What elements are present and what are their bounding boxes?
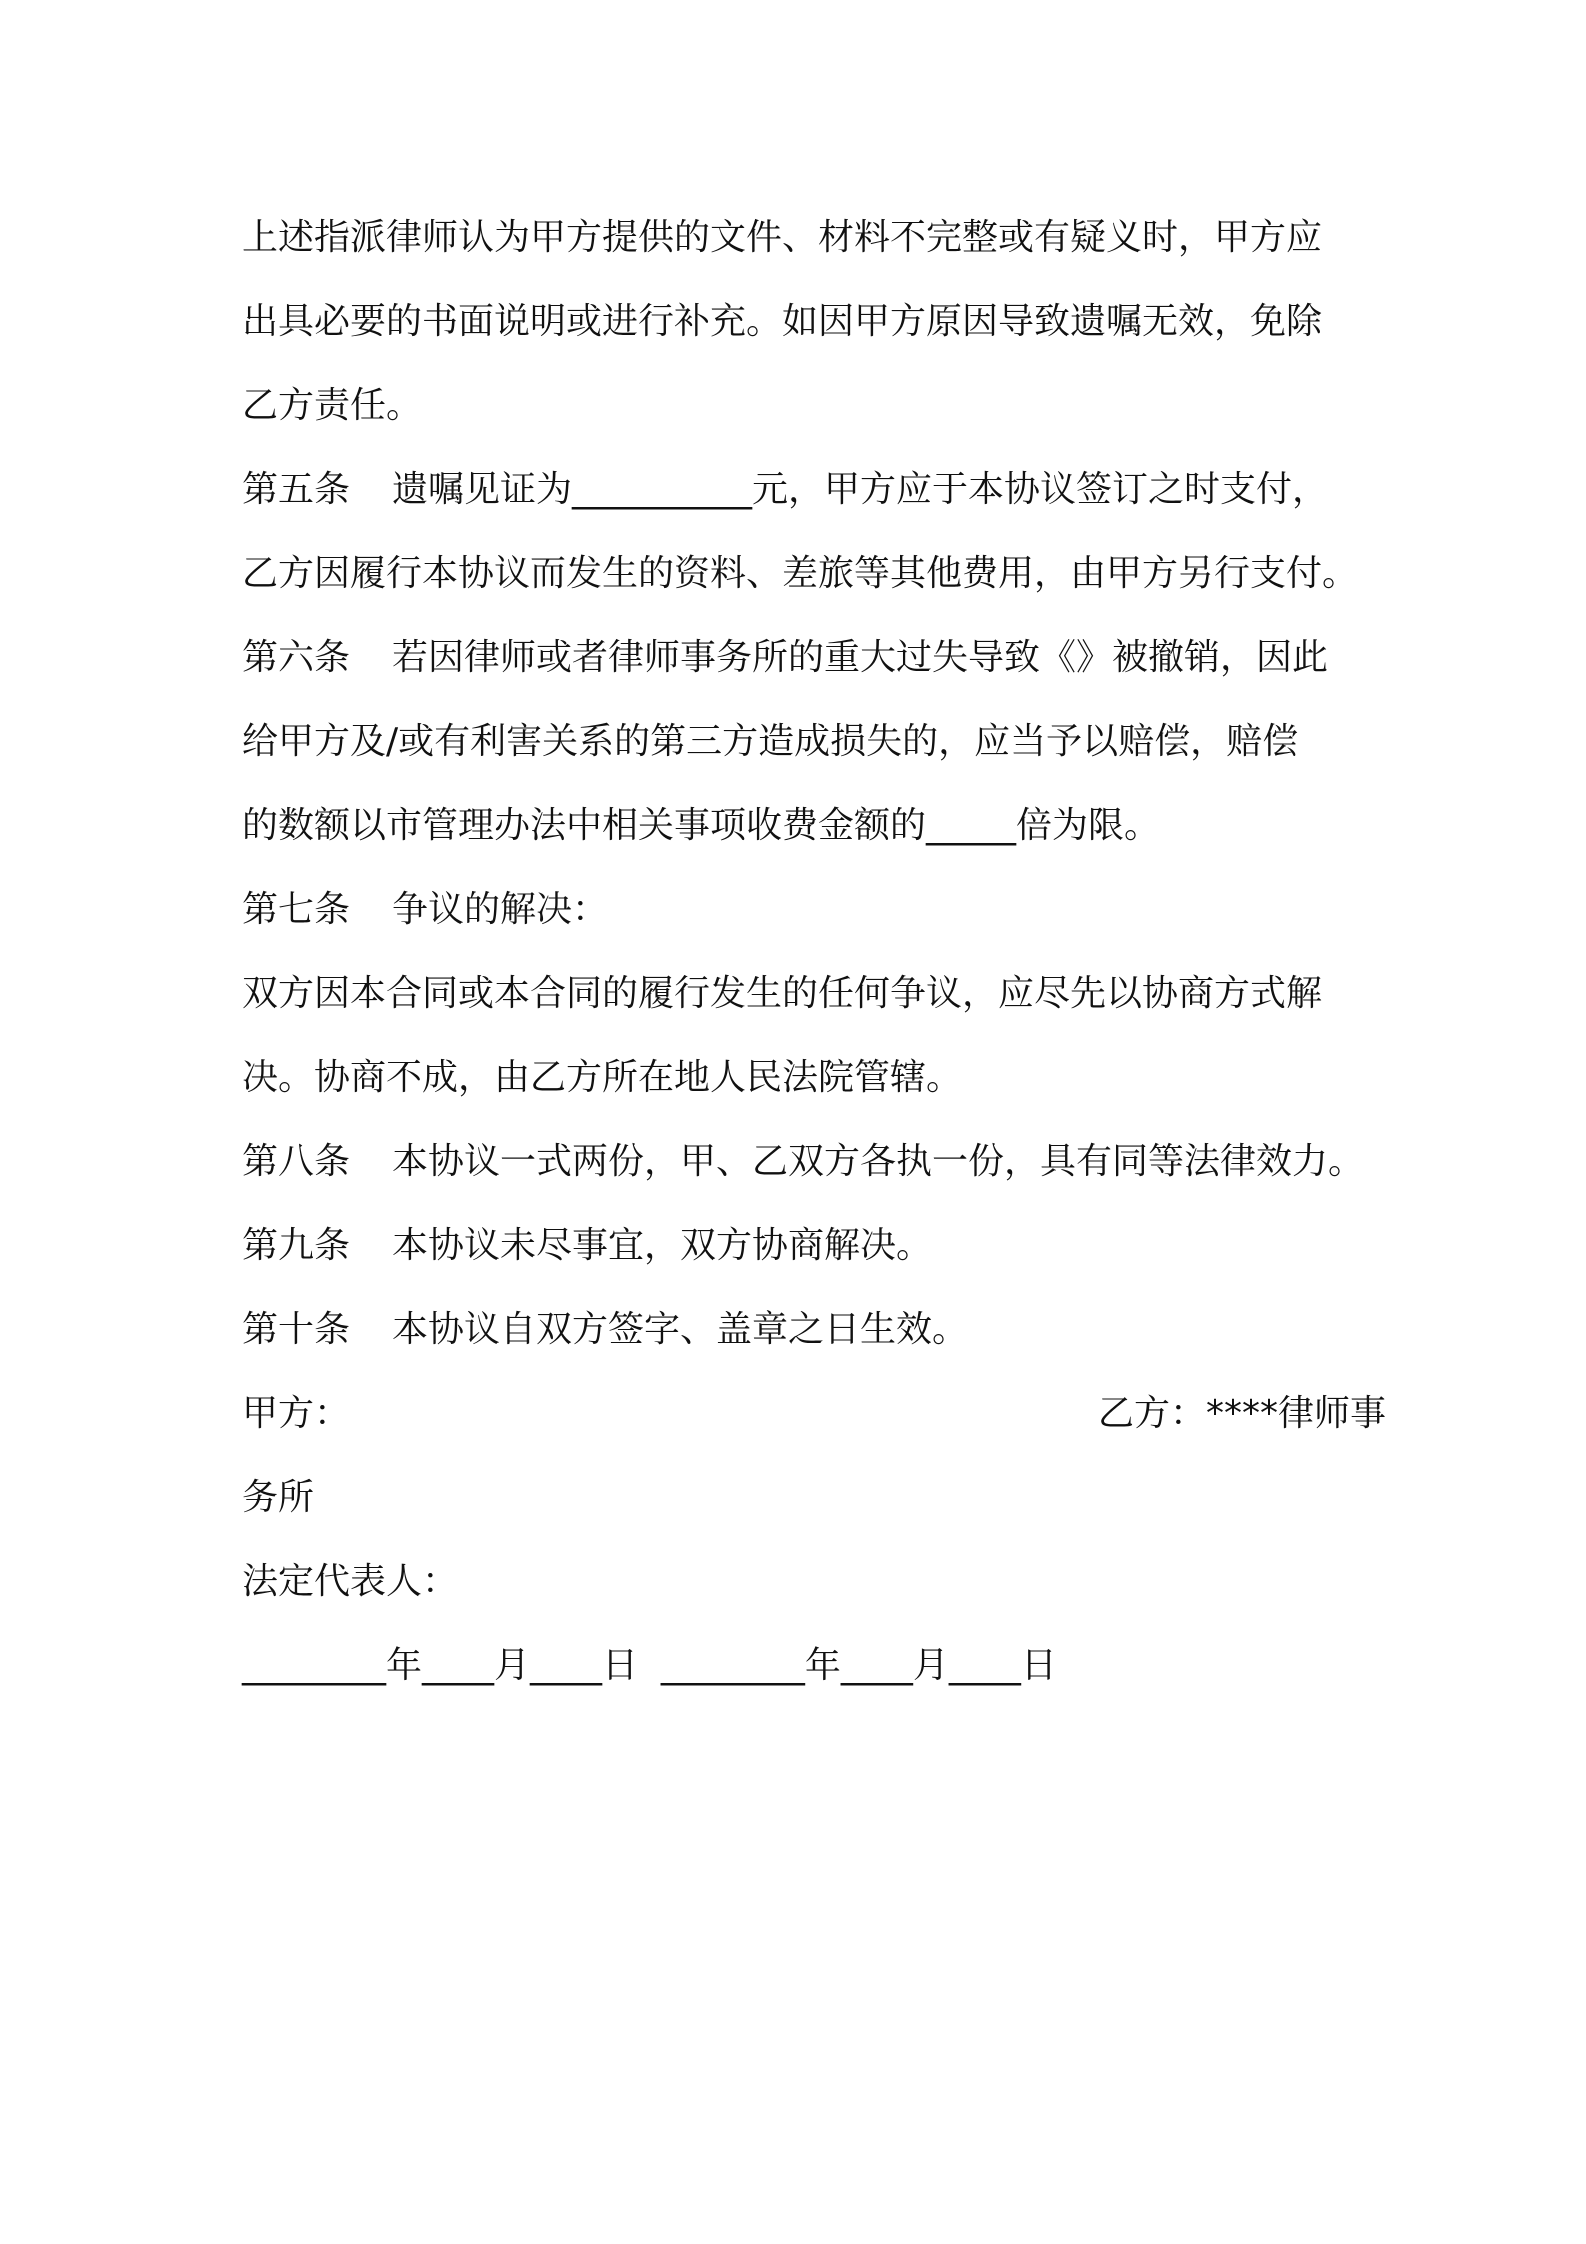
party-b-continued: 务所 [242, 1477, 315, 1518]
article-5-label: 第五条 [242, 469, 351, 510]
article-6-line-3: 的数额以市管理办法中相关事项收费金额的_____倍为限。 [242, 805, 1161, 846]
date-line: ________年____月____日 ________年____月____日 [242, 1645, 1057, 1686]
party-b-label: 乙方：****律师事 [1097, 1393, 1386, 1434]
article-9-label: 第九条 [242, 1225, 351, 1266]
article-9-line [242, 1204, 1372, 1288]
document-body [242, 196, 1386, 1708]
article-7-text: 争议的解决： [392, 889, 609, 930]
article-7-label: 第七条 [242, 889, 351, 930]
article-7-line-1 [242, 868, 1372, 952]
article-5-text: 遗嘱见证为__________元，甲方应于本协议签订之时支付， [392, 469, 1329, 510]
article-5-line-1 [242, 448, 1372, 532]
article-6-line-2: 给甲方及/或有利害关系的第三方造成损失的，应当予以赔偿，赔偿 [242, 721, 1299, 762]
article-5-line-2: 乙方因履行本协议而发生的资料、差旅等其他费用，由甲方另行支付。 [242, 553, 1359, 594]
article-6-line-1 [242, 616, 1372, 700]
signature-parties-line [242, 1372, 1386, 1456]
article-6-text: 若因律师或者律师事务所的重大过失导致《》被撤销，因此 [392, 637, 1329, 678]
article-10-label: 第十条 [242, 1309, 351, 1350]
paragraph-line: 乙方责任。 [242, 385, 423, 426]
article-8-line [242, 1120, 1372, 1204]
paragraph-line: 上述指派律师认为甲方提供的文件、材料不完整或有疑义时，甲方应 [242, 217, 1323, 258]
article-10-text: 本协议自双方签字、盖章之日生效。 [392, 1309, 969, 1350]
article-8-label: 第八条 [242, 1141, 351, 1182]
article-6-label: 第六条 [242, 637, 351, 678]
article-7-line-2: 双方因本合同或本合同的履行发生的任何争议，应尽先以协商方式解 [242, 973, 1323, 1014]
article-8-text: 本协议一式两份，甲、乙双方各执一份，具有同等法律效力。 [392, 1141, 1365, 1182]
party-a-label: 甲方： [242, 1393, 351, 1434]
paragraph-line: 出具必要的书面说明或进行补充。如因甲方原因导致遗嘱无效，免除 [242, 301, 1323, 342]
article-9-text: 本协议未尽事宜，双方协商解决。 [392, 1225, 933, 1266]
article-7-line-3: 决。协商不成，由乙方所在地人民法院管辖。 [242, 1057, 963, 1098]
article-10-line [242, 1288, 1372, 1372]
legal-representative-label: 法定代表人： [242, 1561, 459, 1602]
